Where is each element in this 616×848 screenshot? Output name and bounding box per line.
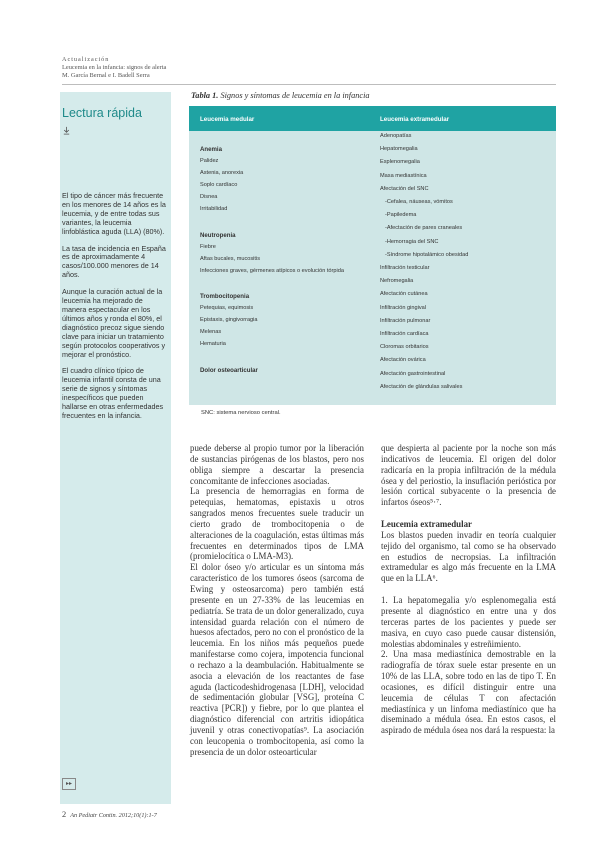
table-cell: Esplenomegalia — [380, 159, 420, 166]
table-cell: -Hemorragia del SNC — [385, 238, 439, 245]
table-cell: Nefromegalia — [380, 278, 414, 285]
body-paragraph: Los blastos pueden invadir en teoría cualquier tejido del organismo, tal como se ha observado en estudios de necropsias. La infiltración extramedular es algo más frecuente en la LMA que en la LLA⁶. — [381, 529, 556, 584]
download-arrow-icon — [62, 126, 71, 135]
table-cell: Infiltración testicular — [380, 265, 430, 271]
header-divider — [62, 84, 556, 85]
journal-citation: An Pediatr Contin. 2012;10(1):1-7 — [70, 812, 157, 819]
table-cell: Soplo cardíaco — [200, 182, 238, 188]
body-column-1 — [190, 443, 364, 757]
page-number: 2 — [62, 810, 67, 819]
table-cell: Melenas — [200, 329, 222, 335]
sidebar-title: Lectura rápida — [62, 106, 142, 120]
sidebar-text — [62, 192, 168, 429]
table-cell: Afectación del SNC — [380, 185, 429, 192]
table-caption — [191, 91, 370, 100]
sidebar-paragraph: El cuadro clínico típico de leucemia infantil consta de una serie de signos y síntomas inespecíficos que pueden hallarse en otras enfermedades frecuentes en la infancia. — [62, 366, 164, 420]
body-paragraph: puede deberse al propio tumor por la liberación de sustancias pirógenas de los blastos, pero nos obliga siempre a descartar la presencia concomitante de infecciones asociadas. — [190, 443, 364, 486]
table-cell: Irritabilidad — [200, 206, 228, 212]
table-cell: Afectación gastrointestinal — [380, 370, 446, 377]
body-paragraph: La presencia de hemorragias en forma de petequias, hematomas, epistaxis u otros sangrados menos frecuentes suele traducir un cierto grado de trombocitopenia o de alteraciones de la coagulación, estas últimas más frecuentes en determinados tipos de LMA (promielocítica o LMA-M3). — [190, 486, 364, 562]
table-cell: Afectación de glándulas salivales — [380, 383, 463, 390]
table-header-medular: Leucemia medular — [200, 116, 255, 123]
table-cell: Aftas bucales, mucositis — [200, 256, 261, 262]
sidebar-paragraph: La tasa de incidencia en España es de aproximadamente 4 casos/100.000 menores de 14 años. — [62, 243, 166, 280]
table-cell: Afectación ovárica — [380, 357, 426, 364]
table-cell: -Papiledema — [385, 212, 417, 219]
table-cell: -Síndrome hipotalámico obesidad — [385, 251, 469, 258]
table-header-extramedular: Leucemia extramedular — [380, 116, 450, 123]
table-cell: Fiebre — [200, 244, 216, 250]
table-group-heading: Neutropenia — [200, 232, 236, 239]
body-paragraph: que despierta al paciente por la noche son más indicativos de leucemia. El origen del dolor radicaría en la propia infiltración de la médula ósea y del periostio, la insuflación perióstica por lesión cortical subyacente o la presencia de infartos óseos⁵·⁷. — [381, 443, 556, 508]
sidebar-paragraph: El tipo de cáncer más frecuente en los menores de 14 años es la leucemia, y de entre todas sus variantes, la leucemia linfoblástica aguda (LLA) (80%). — [62, 191, 166, 236]
running-authors: M. García Bernal e I. Badell Serra — [62, 72, 150, 80]
table-cell: Disnea — [200, 194, 218, 200]
table-cell: Palidez — [200, 158, 219, 164]
page-footer — [62, 810, 157, 819]
table-group-heading: Anemia — [200, 146, 223, 153]
table-cell: Petequias, equimosis — [200, 305, 254, 311]
body-paragraph: 2. Una masa mediastínica demostrable en la radiografía de tórax suele estar presente en un 10% de las LLA, sobre todo en las de tipo T. En ocasiones, es difícil distinguir entre una leucemia de células T con afectación mediastínica y un linfoma mediastínico que ha diseminado a médula ósea. En estos casos, el aspirado de médula ósea nos dará la respuesta: la — [381, 649, 556, 736]
table-cell: Afectación cutánea — [380, 291, 428, 298]
section-label: Actualización — [62, 56, 110, 63]
section-subheading: Leucemia extramedular — [381, 519, 472, 530]
table-caption-text: Signos y síntomas de leucemia en la infancia — [220, 91, 370, 100]
table-cell: Infiltración gingival — [380, 304, 427, 311]
table-group-heading: Trombocitopenia — [200, 293, 250, 300]
table-cell: Cloromas orbitarios — [380, 344, 429, 351]
table-group-heading: Dolor osteoarticular — [200, 367, 258, 374]
table-cell: Astenia, anorexia — [200, 170, 244, 176]
body-paragraph: El dolor óseo y/o articular es un síntoma más característico de los tumores óseos (sarcoma de Ewing y osteosarcoma) pero también está presente en un 27-33% de las leucemias en pediatría. Se trata de un dolor generalizado, cuya intensidad guarda relación con el número de huesos afectados, pero no con el pronóstico de la leucemia. En los niños más pequeños puede manifestarse como cojera, impotencia funcional o rechazo a la deambulación. Habitualmente se asocia a elevación de los reactantes de fase aguda (lacticodeshidrogenasa [LDH], velocidad de sedimentación globular [VSG], proteína C reactiva [PCR]) y fiebre, por lo que plantea el diagnóstico diferencial con artritis idiopática juvenil y otras conectivopatías⁹. La asociación con leucopenia o trombocitopenia, así como la presencia de un dolor osteoarticular — [190, 562, 364, 757]
table-cell: Infecciones graves, gérmenes atípicos o evolución tórpida — [200, 268, 344, 274]
body-paragraph: 1. La hepatomegalia y/o esplenomegalia está presente al diagnóstico en entre una y dos terceras partes de los pacientes y puede ser masiva, en cuyo caso puede causar distensión, molestias abdominales y estreñimiento. — [381, 595, 556, 649]
table-cell: Hematuria — [200, 341, 226, 347]
table-cell: -Afectación de pares craneales — [385, 225, 463, 232]
table-cell: -Cefalea, náuseas, vómitos — [385, 199, 453, 205]
running-header — [62, 56, 166, 81]
running-title: Leucemia en la infancia: signos de alerta — [62, 64, 167, 72]
table-cell: Masa mediastínica — [380, 172, 427, 179]
body-column-2 — [381, 443, 556, 736]
table-cell: Infiltración cardíaca — [380, 331, 429, 337]
sidebar-paragraph: Aunque la curación actual de la leucemia ha mejorado de manera espectacular en los últimos años y ronda el 80%, el diagnóstico precoz sigue siendo clave para iniciar un tratamiento según protocolos cooperativos y mejorar el pronóstico. — [62, 287, 166, 359]
table-cell: Adenopatías — [380, 133, 412, 139]
table-cell: Infiltración pulmonar — [380, 317, 431, 324]
table-header-row — [189, 106, 556, 131]
table-footnote: SNC: sistema nervioso central. — [201, 410, 281, 416]
table-caption-label: Tabla 1. — [191, 91, 219, 100]
table-cell: Epistaxis, gingivorragia — [200, 317, 258, 323]
table-cell: Hepatomegalia — [380, 146, 418, 153]
double-chevron-right-icon[interactable]: ▸▸ — [62, 778, 76, 790]
symptoms-table — [189, 106, 556, 405]
